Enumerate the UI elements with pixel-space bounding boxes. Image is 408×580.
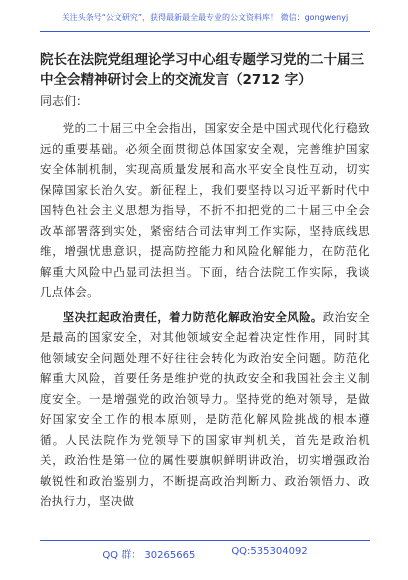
paragraph-text: 政治安全是最高的国家安全，对其他领域安全起着决定性作用，同时其他领域安全问题处理不好往往会转化为政治安全问题。防范化解重大风险，首要任务是维护党的执政安全和我国社会主义制度安全。一是增强党的政治领导力。坚持党的绝对领导，是做好国家安全工作的根本原则，是防范化解风险挑战的根本遵循。人民法院作为党领导下的国家审判机关，首先是政治机关，政治性是第一位的属性要旗帜鲜明讲政治，切实增强政治敏锐性和政治鉴别力，不断提高政治判断力、政治领悟力、政治执行力，坚决做 [40, 309, 370, 508]
page-header-banner: 关注头条号“公文研究”，获得最新最全最专业的公文资料库！ 微信：gongwenyj [40, 12, 370, 32]
greeting: 同志们： [40, 94, 89, 108]
paragraph-political-security [40, 307, 370, 512]
qq-group-contact: QQ 群： 30265665 [102, 550, 196, 561]
document-body [40, 118, 370, 512]
qq-contact: QQ:535304092 [231, 546, 308, 557]
document-title: 院长在法院党组理论学习中心组专题学习党的二十届三中全会精神研讨会上的交流发言（2712 字） [40, 52, 364, 88]
paragraph-text: 党的二十届三中全会指出，国家安全是中国式现代化行稳致远的重要基础。必须全面贯彻总体国家安全观，完善维护国家安全体制机制，实现高质量发展和高水平安全良性互动，切实保障国家长治久安。新征程上，我们要坚持以习近平新时代中国特色社会主义思想为指导，不折不扣把党的二十届三中全会改革部署落到实处，紧密结合司法审判工作实际，坚持底线思维，增强忧患意识，提高防控能力和风险化解能力，在防范化解重大风险中凸显司法担当。下面，结合法院工作实际，我谈几点体会。 [40, 121, 370, 299]
page-footer [40, 540, 370, 561]
paragraph-lead: 坚决扛起政治责任，着力防范化解政治安全风险。 [62, 309, 323, 324]
paragraph-intro [40, 118, 370, 303]
